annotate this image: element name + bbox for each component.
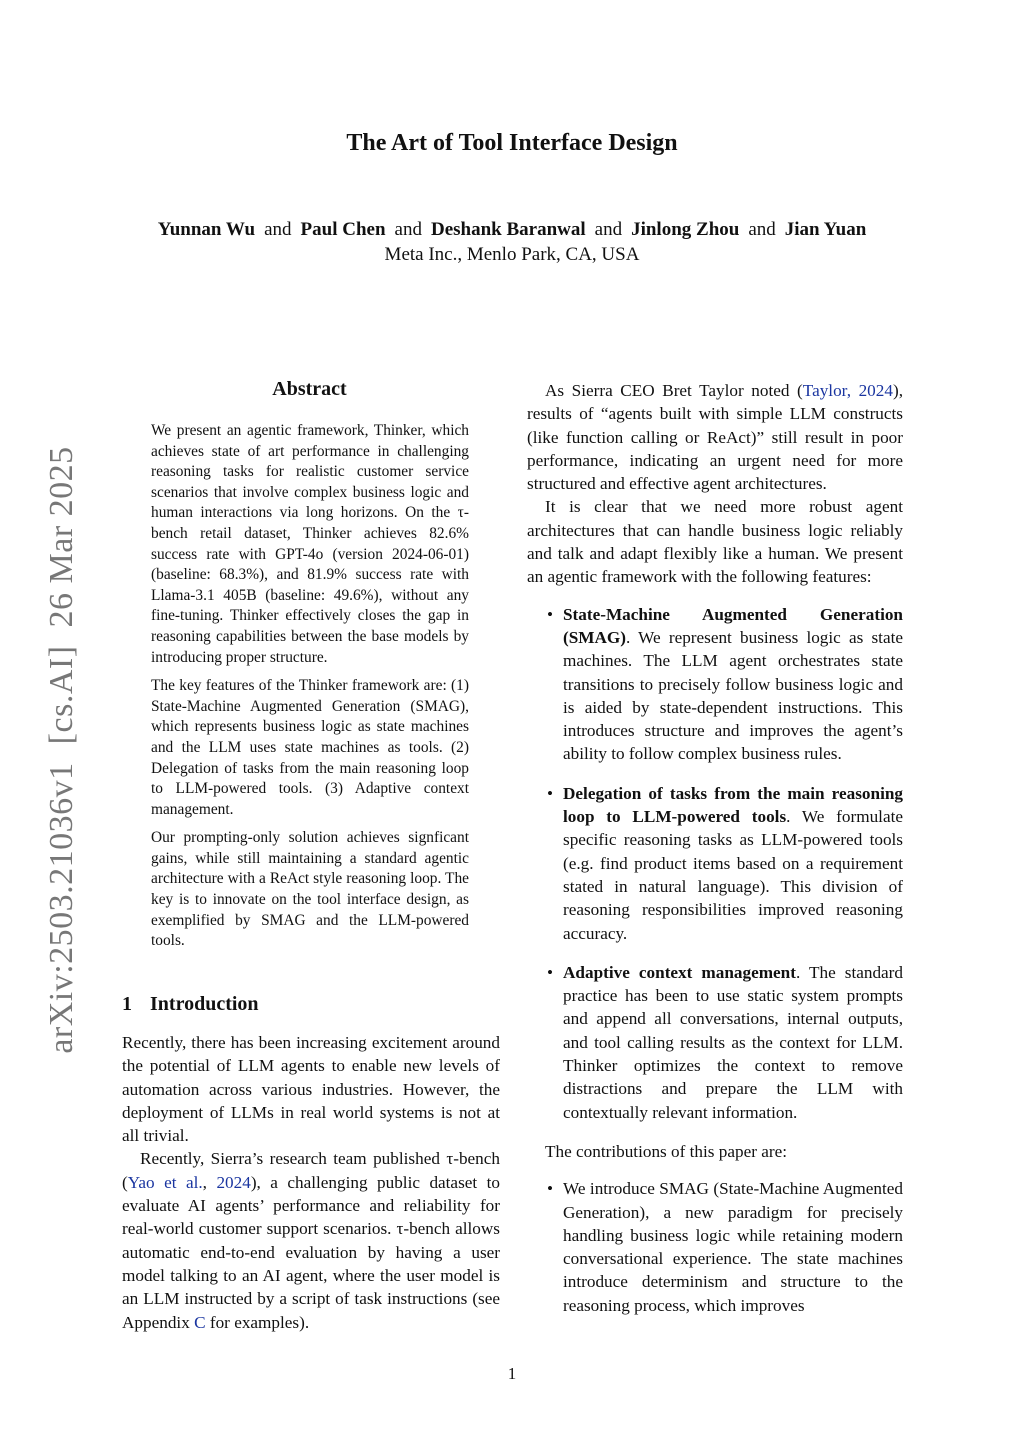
arxiv-stamp: arXiv:2503.21036v1 [cs.AI] 26 Mar 2025 — [43, 446, 80, 1054]
contribution-list — [527, 1177, 903, 1317]
author-name: Jinlong Zhou — [631, 219, 740, 240]
right-column — [527, 379, 903, 1333]
author-name: Paul Chen — [300, 219, 386, 240]
section-number: 1 — [122, 993, 132, 1015]
page-number: 1 — [507, 1364, 517, 1383]
author-name: Jian Yuan — [784, 219, 867, 240]
bullet-icon: • — [547, 604, 554, 624]
body-paragraph: The contributions of this paper are: — [545, 1141, 787, 1161]
abstract-paragraph: We present an agentic framework, Thinker, which achieves state of art performance in challenging reasoning tasks for realistic customer service scenarios that involve complex business logic and human interactions via long horizons. On the τ-bench retail dataset, Thinker achieves 82.6% success rate with GPT-4o (version 2024-06-01) (baseline: 68.3%), and 81.9% success rate with Llama-3.1 405B (baseline: 49.6%), without any fine-tuning. Thinker effectively closes the gap in reasoning capabilities between the base models by introducing proper structure. — [151, 422, 469, 666]
citation-separator: , — [202, 1172, 217, 1192]
paper-title: The Art of Tool Interface Design — [346, 130, 678, 156]
section-title: Introduction — [150, 993, 259, 1015]
author-separator: and — [748, 219, 776, 240]
author-separator: and — [264, 219, 292, 240]
body-text: ), results of “agents built with simple LLM constructs (like function calling or ReAct)” still result in poor performance, indicating an urgent need for more structured and effective agent architectures. — [527, 381, 903, 494]
bullet-icon: • — [547, 783, 554, 803]
intro-text: ), a challenging public dataset to evaluate AI agents’ performance and reliability for real-world customer support scenarios. τ-bench allows automatic end-to-end evaluation by having a user model talking to an AI agent, where the user model is an LLM instructed by a script of task instructions (see Appendix — [122, 1172, 500, 1332]
feature-item — [547, 782, 903, 945]
author-separator: and — [594, 219, 623, 240]
citation-link[interactable]: Taylor, 2024 — [802, 381, 893, 400]
introduction-body — [122, 1031, 500, 1334]
feature-item — [547, 961, 903, 1124]
bullet-icon: • — [547, 962, 554, 982]
contribution-item — [547, 1177, 903, 1317]
body-paragraph: It is clear that we need more robust agent architectures that can handle business logic reliably and talk and adapt flexibly like a human. We present an agentic framework with the following features: — [527, 497, 903, 587]
citation-link[interactable] — [128, 1173, 251, 1192]
bullet-icon: • — [547, 1179, 554, 1199]
feature-text: . The standard practice has been to use static system prompts and append all conversations, internal outputs, and tool calling results as the context for LLM. Thinker optimizes the context to remove distractions and prepare the LLM with contextually relevant information. — [563, 962, 903, 1122]
abstract-body — [151, 421, 469, 960]
author-name: Yunnan Wu — [157, 219, 256, 240]
appendix-link[interactable]: C — [194, 1312, 206, 1332]
abstract-paragraph: Our prompting-only solution achieves signficant gains, while still maintaining a standard agentic architecture with a ReAct style reasoning loop. The key is to innovate on the tool interface design, as exemplified by SMAG and the LLM-powered tools. — [151, 829, 469, 950]
feature-list — [527, 603, 903, 1124]
feature-title: Delegation of tasks from the main reasoning loop to LLM-powered tools — [563, 783, 903, 827]
feature-item — [547, 603, 903, 766]
citation-year: 2024 — [216, 1172, 251, 1192]
author-separator: and — [394, 219, 422, 240]
feature-title: State-Machine Augmented Generation (SMAG) — [563, 604, 903, 647]
intro-paragraph: Recently, there has been increasing excitement around the potential of LLM agents to enable new levels of automation across various industries. However, the deployment of LLMs in real world systems is not at all trivial. — [122, 1033, 500, 1146]
feature-title: Adaptive context management — [563, 962, 796, 982]
author-name: Deshank Baranwal — [430, 219, 586, 240]
feature-text: . We represent business logic as state machines. The LLM agent orchestrates state transitions to precisely follow business logic and is aided by state-dependent instructions. This introduces structure and improves the agent’s ability to follow complex business rules. — [563, 627, 903, 764]
citation-author: Yao et al. — [127, 1172, 203, 1192]
intro-text: for examples). — [205, 1312, 310, 1332]
author-list — [0, 219, 1024, 241]
abstract-paragraph: The key features of the Thinker framework are: (1) State-Machine Augmented Generation (SMAG), which represents business logic as state machines and the LLM uses state machines as tools. (2) Delegation of tasks from the main reasoning loop to LLM-powered tools. (3) Adaptive context management. — [151, 677, 469, 818]
body-paragraph — [527, 379, 903, 495]
contribution-text: We introduce SMAG (State-Machine Augmented Generation), a new paradigm for precisely handling business logic while retaining modern conversational experience. The state machines introduce determinism and structure to the reasoning process, which improves — [563, 1179, 903, 1315]
body-text: As Sierra CEO Bret Taylor noted ( — [545, 381, 803, 400]
section-heading-introduction — [122, 993, 259, 1016]
affiliation: Meta Inc., Menlo Park, CA, USA — [384, 244, 640, 265]
feature-text: . We formulate specific reasoning tasks as LLM-powered tools (e.g. find product items based on a requirement stated in natural language). This division of reasoning responsibilities improved reasoning accuracy. — [563, 807, 903, 943]
intro-text: Recently, Sierra’s research team published τ-bench ( — [122, 1149, 500, 1192]
abstract-heading: Abstract — [272, 378, 347, 400]
intro-paragraph — [122, 1147, 500, 1333]
